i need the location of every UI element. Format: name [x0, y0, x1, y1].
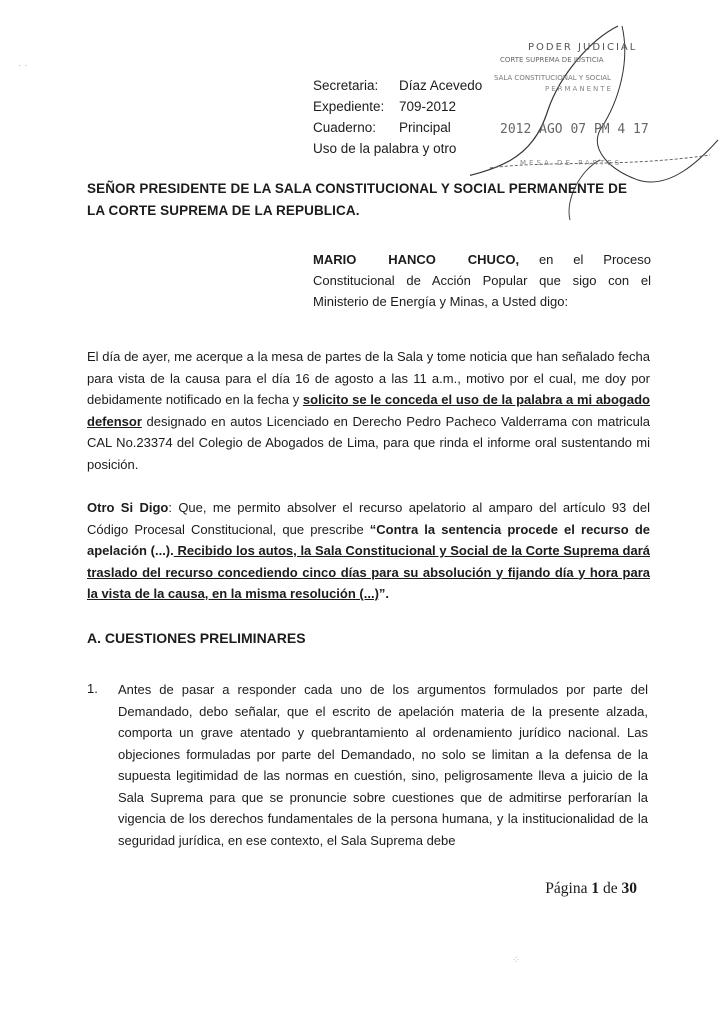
para1-request-highlight: solicito se le conceda el uso de la palabra a mi abogado defensor	[87, 392, 650, 429]
stamp-line5: MESA DE PARTES	[520, 159, 623, 167]
addressee-heading: SEÑOR PRESIDENTE DE LA SALA CONSTITUCIONAL Y SOCIAL PERMANENTE DE LA CORTE SUPREMA DE LA REPUBLICA.	[87, 181, 628, 218]
petitioner-intro	[313, 249, 651, 312]
para2-quote-start: “Contra la sentencia procede el recurso de apelación (...).	[87, 521, 650, 558]
scan-speck: · ·	[18, 60, 28, 71]
item-1-text: Antes de pasar a responder cada uno de los argumentos formulados por parte del Demandado, debo señalar, que el escrito de apelación materia de la presente alzada, comporta un grave atentado y quebrantamiento al ordenamiento jurídico nacional. Las objeciones formuladas por parte del Demandado, no solo se limitan a la defensa de la supuesta legitimidad de las normas en cuestión, sino, peligrosamente lleva a juicio de la Sala Suprema para que se pronuncie sobre cuestiones que de admitirse perforarían la vigencia de los derechos fundamentales de la persona humana, y la institucionalidad de la seguridad jurídica, en ese contexto, el Sala Suprema debe	[118, 682, 648, 848]
section-heading-a: A. CUESTIONES PRELIMINARES	[87, 630, 306, 646]
para2-quote-end: ”.	[378, 586, 390, 601]
para2-quote-underlined: Recibido los autos, la Sala Constitucional y Social de la Corte Suprema dará traslado del recurso concediendo cinco días para su absolución y fijando día y hora para la vista de la causa, en la misma resolución (...)	[87, 543, 651, 601]
para2-part-b: : Que, me permito absolver el recurso apelatorio al amparo del artículo 93 del Código Procesal Constitucional, que prescribe	[87, 500, 650, 537]
stamp-line3: SALA CONSTITUCIONAL Y SOCIAL	[494, 74, 611, 82]
page-of-word: de	[602, 880, 618, 897]
petitioner-name: MARIO HANCO CHUCO,	[313, 252, 520, 267]
stamp-date: 2012 AGO 07 PM 4 17	[500, 122, 649, 137]
para1-part-a: El día de ayer, me acerque a la mesa de partes de la Sala y tome noticia que han señalado fecha para vista de la causa para el día 16 de agosto a las 11 a.m., motivo por el cual, me doy por debidamente notificado en la fecha y	[87, 349, 650, 407]
page-word: Página	[545, 880, 588, 897]
scan-speck: ⁘	[512, 955, 521, 966]
secretaria-value: Díaz Acevedo	[399, 78, 483, 93]
stamp-line2: CORTE SUPREMA DE JUSTICIA	[500, 56, 604, 64]
paragraph-otro-si-digo	[87, 497, 650, 605]
secretaria-label: Secretaria:	[313, 78, 379, 93]
expediente-row	[313, 99, 456, 114]
cuaderno-value: Principal	[399, 120, 451, 135]
expediente-label: Expediente:	[313, 99, 385, 114]
stamp-line1: PODER JUDICIAL	[528, 42, 638, 53]
secretaria-row	[313, 78, 482, 93]
page-total: 30	[621, 880, 637, 897]
stamp-line4: PERMANENTE	[545, 85, 613, 93]
otro-si-digo-label: Otro Si Digo	[87, 500, 169, 515]
para1-part-c: designado en autos Licenciado en Derecho Pedro Pacheco Valderrama con matricula CAL No.23374 del Colegio de Abogados de Lima, para que rinda el informe oral sustentando mi posición.	[87, 413, 650, 472]
subject-line: Uso de la palabra y otro	[313, 141, 457, 156]
item-1-number: 1.	[87, 681, 98, 696]
page-current: 1	[591, 880, 600, 897]
petitioner-text: en el Proceso Constitucional de Acción Popular que sigo con el Ministerio de Energía y Minas, a Usted digo:	[313, 252, 652, 309]
paragraph-request	[87, 346, 650, 475]
expediente-value: 709-2012	[399, 99, 457, 114]
cuaderno-label: Cuaderno:	[313, 120, 377, 135]
page-footer	[545, 880, 637, 898]
cuaderno-row	[313, 120, 451, 135]
